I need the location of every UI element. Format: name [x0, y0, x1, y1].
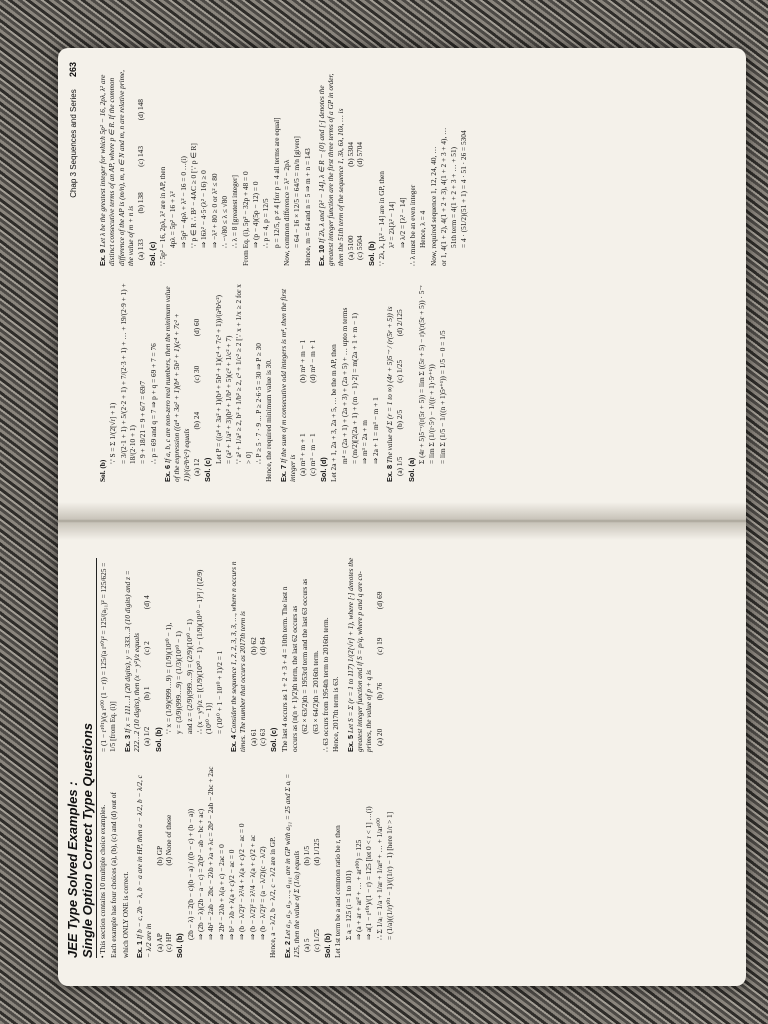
example-7-solution: Sol. (d) Let 2a + 1, 2a + 3, 2a + 5, … be the m AP, then m⁴ = (2a + 1) + (2a + 3) + (2a + 5) + … upto m terms = (m/2)[2(2a + 1) + (m − 1)·2] = m(2a + 1 + m − 1) ⇒ m³ = 2a + m ⇒ 2a + 1 = m³ − m + 1: [318, 307, 380, 482]
example-6-options: (a) 12 (b) 24 (c) 30 (d) 60: [191, 318, 201, 476]
example-5-options: (a) 20 (b) 76 (c) 19 (d) 69: [374, 591, 384, 746]
example-10: Ex. 10 If 2λ, λ and [λ² − 14], λ ∈ R − {0} and [·] denotes the greatest integer function are the first three terms of a GP in order, then the 51th term of the sequence 1, 3λ, 6λ, 10λ, … is (a) 5100 (b) 5304 (c) 5504 (d) 5704 Sol. (b) ∵ 2λ, λ, [λ² − 14] are in GP, then λ² = 2λ[λ² − 14] ⇒ λ/2 = [λ² − 14] ∴ λ must be an even integer Hence, λ = 4 Now, required sequence 1, 12, 24, 40, … or 1, 4(1 + 2), 4(1 + 2 + 3), 4(1 + 2 + 3 + 4), … 51th term = 4(1 + 2 + 3 + … + 51) = 4 · (51/2)(51 + 1) = 4 · 51 · 26 = 5304: [317, 66, 469, 266]
page-number: 263: [68, 62, 78, 78]
example-2-solution: Sol. (b) Let 1st term be a and common ratio be r, then Σ aᵢ = 125 (i = 1 to 101) ⇒ (a + ar + ar² + … + ar¹⁰⁰) = 125 ⇒ a(1 − r¹⁰¹)/(1 − r) = 125 [let 0 < r < 1] …(i) ∴ Σ 1/aᵢ = 1/a + 1/ar + 1/ar² + … + 1/ar¹⁰⁰ = (1/a)((1/r)¹⁰¹ − 1)/((1/r) − 1) [here 1/r > 1]: [322, 806, 394, 958]
running-head: Chap 3 Sequences and Series 263: [68, 62, 78, 198]
example-9-solution: Sol. (c) ∵ 5p² − 16, 2pλ, λ² are in AP, then 4pλ = 5p² − 16 + λ² ⇒ 5p² − 4pλ + λ² − 16 = 0 …(i) ∵ p ∈ R ∴ B² − 4AC ≥ 0 [∵ p ∈ R] ⇒ 16λ² − 4·5·(λ² − 16) ≥ 0 ⇒ −λ² + 80 ≥ 0 or λ² ≤ 80 ∴ −√80 ≤ λ ≤ √80 ∴ λ = 8 [greatest integer] From Eq. (i), 5p² − 32p + 48 = 0 ⇒ (p − 4)(5p − 12) = 0 ∴ p = 4, p = 12/5 p = 12/5, p ≠ 4 [for p = 4 all terms are equal] Now, common difference = λ² − 2pλ = 64 − 16 × 12/5 = 64/5 = m/n [given] Hence, m = 64 and n = 5 ⇒ m + n = 143: [147, 117, 312, 266]
example-4: Ex. 4 Consider the sequence 1, 2, 2, 3, 3, 3, …, where n occurs n times. The number that occurs as 2017th term is (a) 61 (b) 62 (c) 63 (d) 64 Sol. (c) The last 4 occurs as 1 + 2 + 3 + 4 = 10th term. The last n occurs as (n(n + 1)/2)th term, the last 62 occurs as (62 × 63/2)th = 1953rd term and the last 63 occurs as (63 × 64/2)th = 2016th term. ∴ 63 occurs from 1954th term to 2016th term. Hence, 2017th term is 63.: [229, 556, 341, 752]
right-page: [58, 48, 746, 496]
left-page: [58, 538, 746, 986]
example-6-solution: Sol. (c) Let P = ((a⁴ + 3a² + 1)(b⁴ + 5b² + 1)(c⁴ + 7c² + 1))/(a²b²c²) = (a² + 1/a² + 3)(b² + 1/b² + 5)(c² + 1/c² + 7) ∵ a² + 1/a² ≥ 2, b² + 1/b² ≥ 2, c² + 1/c² ≥ 2 [∵ x + 1/x ≥ 2 for x > 0] ∴ P ≥ 5 · 7 · 9 ... P ≥ 2·6·5 = 30 ⇒ P ≥ 30 Hence, the required minimum value is 30.: [203, 284, 274, 482]
example-9-options: (a) 133 (b) 138 (c) 143 (d) 148: [136, 99, 146, 260]
example-3: Ex. 3 If x = 111…1 (20 digits), y = 333…3 (10 digits) and z = 222…2 (10 digits), then (x − y²)/z equals (a) 1/2 (b) 1 (c) 2 (d) 4 Sol. (b) ∵ x = (1/9)(999…9) = (1/9)(10²⁰ − 1), y = (3/9)(999…9) = (1/3)(10¹⁰ − 1) and z = (2/9)(999…9) = (2/9)(10¹⁰ − 1) ∴ (x − y²)/z = [(1/9)(10²⁰ − 1) − (1/9)(10¹⁰ − 1)²] / [(2/9)(10¹⁰ − 1)] = (10¹⁰ + 1 − 10¹⁰ + 1)/2 = 1: [123, 556, 224, 752]
example-3-options: (a) 1/2 (b) 1 (c) 2 (d) 4: [142, 595, 152, 746]
left-page-column-2: [98, 556, 389, 752]
example-1-options: (a) AP (b) GP (c) HP (d) None of these: [154, 814, 173, 952]
example-9: Ex. 9 Let λ be the greatest integer for which 5p² − 16, 2pλ, λ² are distinct consecutive terms of an AP, where p ∈ R. If the common difference of the AP is (m/n), m, n ∈ N and m, n are relative prime, the value of m + n is (a) 133 (b) 138 (c) 143 (d) 148 Sol. (c) ∵ 5p² − 16, 2pλ, λ² are in AP, then 4pλ = 5p² − 16 + λ² ⇒ 5p² − 4pλ + λ² − 16 = 0 …(i) ∵ p ∈ R ∴ B² − 4AC ≥ 0 [∵ p ∈ R] ⇒ 16λ² − 4·5·(λ² − 16) ≥ 0 ⇒ −λ² + 80 ≥ 0 or λ² ≤ 80 ∴ −√80 ≤ λ ≤ √80 ∴ λ = 8 [greatest integer] From Eq. (i), 5p² − 32p + 48 = 0 ⇒ (p − 4)(5p − 12) = 0 ∴ p = 4, p = 12/5 p = 12/5, p ≠ 4 [for p = 4 all terms are equal] Now, common difference = λ² − 2pλ = 64 − 16 × 12/5 = 64/5 = m/n [given] Hence, m = 64 and n = 5 ⇒ m + n = 143: [98, 66, 312, 266]
example-3-solution: Sol. (b) ∵ x = (1/9)(999…9) = (1/9)(10²⁰ − 1), y = (3/9)(999…9) = (1/3)(10¹⁰ − 1) and z = (2/9)(999…9) = (2/9)(10¹⁰ − 1) ∴ (x − y²)/z = [(1/9)(10²⁰ − 1) − (1/9)(10¹⁰ − 1)²] / [(2/9)(10¹⁰ − 1)] = (10¹⁰ + 1 − 10¹⁰ + 1)/2 = 1: [153, 569, 224, 752]
example-5-solution: Sol. (b) ∵ S = Σ 1/(2[√r] + 1) = 3/(2·1 + 1) + 5/(2·2 + 1) + 7/(2·3 + 1) + … + 19/(2·9 + 1) + 18/(2·10 + 1) = 9 + 18/21 = 9 + 6/7 = 69/7 ∴ p = 69 and q = 7 ⇒ p + q = 69 + 7 = 76: [98, 283, 158, 482]
example-6: Ex. 6 If a, b, c are non-zero real numbers, then the minimum value of the expression ((a⁴ + 3a² + 1)(b⁴ + 5b² + 1)(c⁴ + 7c² + 1))/(a²b²c²) equals (a) 12 (b) 24 (c) 30 (d) 60 Sol. (c) Let P = ((a⁴ + 3a² + 1)(b⁴ + 5b² + 1)(c⁴ + 7c² + 1))/(a²b²c²) = (a² + 1/a² + 3)(b² + 1/b² + 5)(c² + 1/c² + 7) ∵ a² + 1/a² ≥ 2, b² + 1/b² ≥ 2, c² + 1/c² ≥ 2 [∵ x + 1/x ≥ 2 for x > 0] ∴ P ≥ 5 · 7 · 9 ... P ≥ 2·6·5 = 30 ⇒ P ≥ 30 Hence, the required minimum value is 30.: [163, 282, 274, 482]
rotated-spread: [58, 48, 746, 986]
section-title: JEE Type Solved Examples : Single Option Correct Type Questions: [65, 723, 95, 958]
example-10-options: (a) 5100 (b) 5304 (c) 5504 (d) 5704: [345, 141, 365, 260]
right-page-column-2: [98, 66, 474, 266]
example-4-options: (a) 61 (b) 62 (c) 63 (d) 64: [248, 637, 267, 746]
example-4-solution: Sol. (c) The last 4 occurs as 1 + 2 + 3 + 4 = 10th term. The last n occurs as (n(n + 1)/2)th term, the last 62 occurs as (62 × 63/2)th = 1953rd term and the last 63 occurs as (63 × 64/2)th = 2016th term. ∴ 63 occurs from 1954th term to 2016th term. Hence, 2017th term is 63.: [269, 578, 341, 752]
example-8-solution: Sol. (a) Σ (4r + 5)5⁻ʳ/(r(5r + 5)) = lim Σ ((5r + 5) − r)/(r(5r + 5)) · 5⁻ʳ = lim Σ (1/(r·5ʳ) − 1/((r + 1)·5ʳ⁺¹)) = lim Σ (1/5 − 1/((n + 1)5ⁿ⁺¹)) = 1/5 − 0 = 1/5: [406, 285, 447, 482]
example-7: Ex. 7 If the sum of m consecutive odd integers is m⁴, then the first integer is (a) m³ + m + 1 (b) m³ + m − 1 (c) m³ − m − 1 (d) m³ − m + 1 Sol. (d) Let 2a + 1, 2a + 3, 2a + 5, … be the m AP, then m⁴ = (2a + 1) + (2a + 3) + (2a + 5) + … upto m terms = (m/2)[2(2a + 1) + (m − 1)·2] = m(2a + 1 + m − 1) ⇒ m³ = 2a + m ⇒ 2a + 1 = m³ − m + 1: [279, 282, 380, 482]
example-1: Ex. 1 If b − c, 2b − λ, b − a are in HP, then a − λ/2, b − λ/2, c − λ/2 are in (a) AP (b) GP (c) HP (d) None of these Sol. (b) (2b − λ) = 2(b − c)(b − a) / ((b − c) + (b − a)) ⇒ (2b − λ)(2b − a − c) = 2(b² − ab − bc + ac) ⇒ 4b² − 2ab − 2bc − 2λb + λa + λc = 2b² − 2ab − 2bc + 2ac ⇒ 2b² − 2λb + λ(a + c) − 2ac = 0 ⇒ b² − λb + λ(a + c)/2 − ac = 0 ⇒ (b − λ/2)² − λ²/4 + λ(a + c)/2 − ac = 0 ⇒ (b − λ/2)² = λ²/4 − λ(a + c)/2 + ac ⇒ (b − λ/2)² = (a − λ/2)(c − λ/2) Hence, a − λ/2, b − λ/2, c − λ/2 are in GP.: [134, 766, 278, 958]
example-2-options: (a) 5 (b) 1/5 (c) 1/25 (d) 1/125: [302, 838, 321, 952]
example-10-solution: Sol. (b) ∵ 2λ, λ, [λ² − 14] are in GP, then λ² = 2λ[λ² − 14] ⇒ λ/2 = [λ² − 14] ∴ λ must be an even integer Hence, λ = 4 Now, required sequence 1, 12, 24, 40, … or 1, 4(1 + 2), 4(1 + 2 + 3), 4(1 + 2 + 3 + 4), … 51th term = 4(1 + 2 + 3 + … + 51) = 4 · (51/2)(51 + 1) = 4 · 51 · 26 = 5304: [366, 127, 469, 266]
example-2: Ex. 2 Let a₁, a₂, a₃, …, a₁₀₁ are in GP with a₅₁ = 25 and Σ aᵢ = 125, then the value of Σ (1/aᵢ) equals (a) 5 (b) 1/5 (c) 1/25 (d) 1/125 Sol. (b) Let 1st term be a and common ratio be r, then Σ aᵢ = 125 (i = 1 to 101) ⇒ (a + ar + ar² + … + ar¹⁰⁰) = 125 ⇒ a(1 − r¹⁰¹)/(1 − r) = 125 [let 0 < r < 1] …(i) ∴ Σ 1/aᵢ = 1/a + 1/ar + 1/ar² + … + 1/ar¹⁰⁰ = (1/a)((1/r)¹⁰¹ − 1)/((1/r) − 1) [here 1/r > 1]: [282, 773, 394, 958]
intro-note: • This section contains 10 multiple choice examples. Each example has four choices (a), (b), (c) and (d) out of which ONLY ONE is correct.: [98, 792, 130, 958]
example-8-options: (a) 1/5 (b) 2/5 (c) 1/25 (d) 2/125: [395, 309, 405, 476]
example-2-continued: = (1 − r¹⁰¹)/(a r¹⁰⁰ (1 − r)) = 125/(a r⁵⁰)² = 125/(a₅₁)² = 125/625 = 1/5 [from Eq. (i)]: [99, 562, 118, 752]
title-rule: [96, 558, 97, 958]
example-5: Ex. 5 Let S = Σ (r = 1 to 117) 1/(2[√r] + 1), where [·] denotes the greatest integer function and if S = p/q, where p and q are co-primes, the value of p + q is (a) 20 (b) 76 (c) 19 (d) 69: [345, 557, 384, 752]
example-1-solution: Sol. (b) (2b − λ) = 2(b − c)(b − a) / ((b − c) + (b − a)) ⇒ (2b − λ)(2b − a − c) = 2(b² − ab − bc + ac) ⇒ 4b² − 2ab − 2bc − 2λb + λa + λc = 2b² − 2ab − 2bc + 2ac ⇒ 2b² − 2λb + λ(a + c) − 2ac = 0 ⇒ b² − λb + λ(a + c)/2 − ac = 0 ⇒ (b − λ/2)² − λ²/4 + λ(a + c)/2 − ac = 0 ⇒ (b − λ/2)² = λ²/4 − λ(a + c)/2 + ac ⇒ (b − λ/2)² = (a − λ/2)(c − λ/2) Hence, a − λ/2, b − λ/2, c − λ/2 are in GP.: [175, 766, 278, 958]
right-page-column-1: [98, 282, 452, 482]
example-7-options: (a) m³ + m + 1 (b) m³ + m − 1 (c) m³ − m − 1 (d) m³ − m + 1: [298, 339, 317, 476]
left-page-column-1: [98, 766, 399, 958]
example-8: Ex. 8 The value of Σ (r = 1 to ∞) (4r + 5)5⁻ʳ / (r(5r + 5)) is (a) 1/5 (b) 2/5 (c) 1/25 (d) 2/125 Sol. (a) Σ (4r + 5)5⁻ʳ/(r(5r + 5)) = lim Σ ((5r + 5) − r)/(r(5r + 5)) · 5⁻ʳ = lim Σ (1/(r·5ʳ) − 1/((r + 1)·5ʳ⁺¹)) = lim Σ (1/5 − 1/((n + 1)5ⁿ⁺¹)) = 1/5 − 0 = 1/5: [385, 282, 447, 482]
